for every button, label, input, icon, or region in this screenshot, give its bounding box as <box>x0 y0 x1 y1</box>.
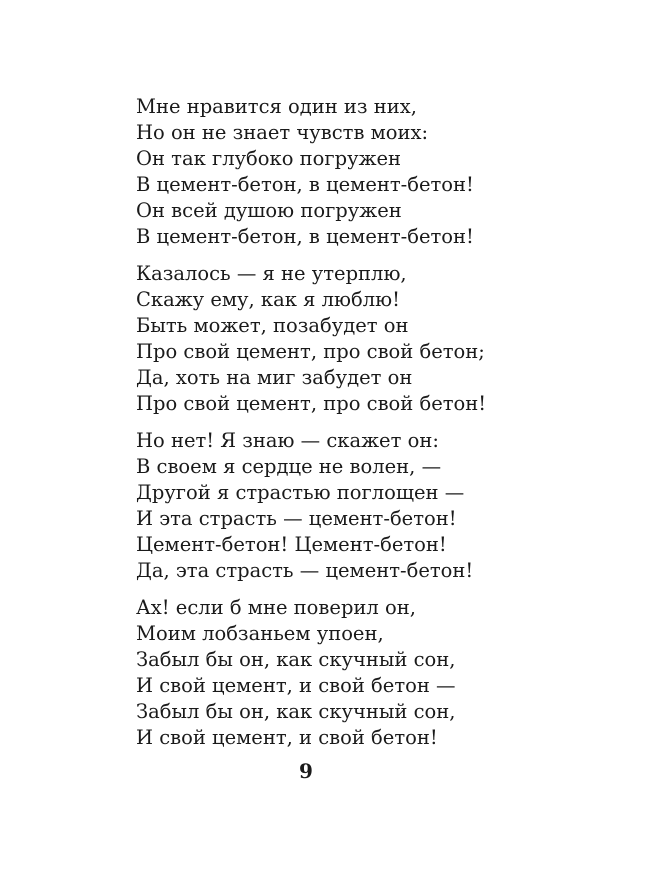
stanza-4 <box>136 595 616 751</box>
poem-line: Забыл бы он, как скучный сон, <box>136 700 456 723</box>
poem-line: В цемент-бетон, в цемент-бетон! <box>136 173 474 196</box>
stanza-3 <box>136 428 616 584</box>
poem-line: Скажу ему, как я люблю! <box>136 288 400 311</box>
poem-line: Но он не знает чувств моих: <box>136 121 429 144</box>
stanza-1 <box>136 94 616 250</box>
poem-line: Цемент-бетон! Цемент-бетон! <box>136 533 447 556</box>
poem <box>136 94 616 762</box>
poem-line: Моим лобзаньем упоен, <box>136 622 384 645</box>
poem-line: В цемент-бетон, в цемент-бетон! <box>136 225 474 248</box>
poem-line: Да, хоть на миг забудет он <box>136 366 413 389</box>
poem-line: Забыл бы он, как скучный сон, <box>136 648 456 671</box>
poem-line: И эта страсть — цемент-бетон! <box>136 507 457 530</box>
poem-line: Быть может, позабудет он <box>136 314 409 337</box>
poem-line: Казалось — я не утерплю, <box>136 262 407 285</box>
poem-line: Про свой цемент, про свой бетон! <box>136 392 487 415</box>
poem-line: Ах! если б мне поверил он, <box>136 596 416 619</box>
poem-line: Он так глубоко погружен <box>136 147 402 170</box>
poem-line: Да, эта страсть — цемент-бетон! <box>136 559 474 582</box>
poem-line: И свой цемент, и свой бетон! <box>136 726 438 749</box>
poem-line: Про свой цемент, про свой бетон; <box>136 340 485 363</box>
poem-line: И свой цемент, и свой бетон — <box>136 674 456 697</box>
page-number: 9 <box>299 759 313 783</box>
stanza-2 <box>136 261 616 417</box>
poem-line: Мне нравится один из них, <box>136 95 417 118</box>
poem-line: Он всей душою погружен <box>136 199 402 222</box>
poem-line: Другой я страстью поглощен — <box>136 481 465 504</box>
poem-line: Но нет! Я знаю — скажет он: <box>136 429 439 452</box>
poem-line: В своем я сердце не волен, — <box>136 455 442 478</box>
